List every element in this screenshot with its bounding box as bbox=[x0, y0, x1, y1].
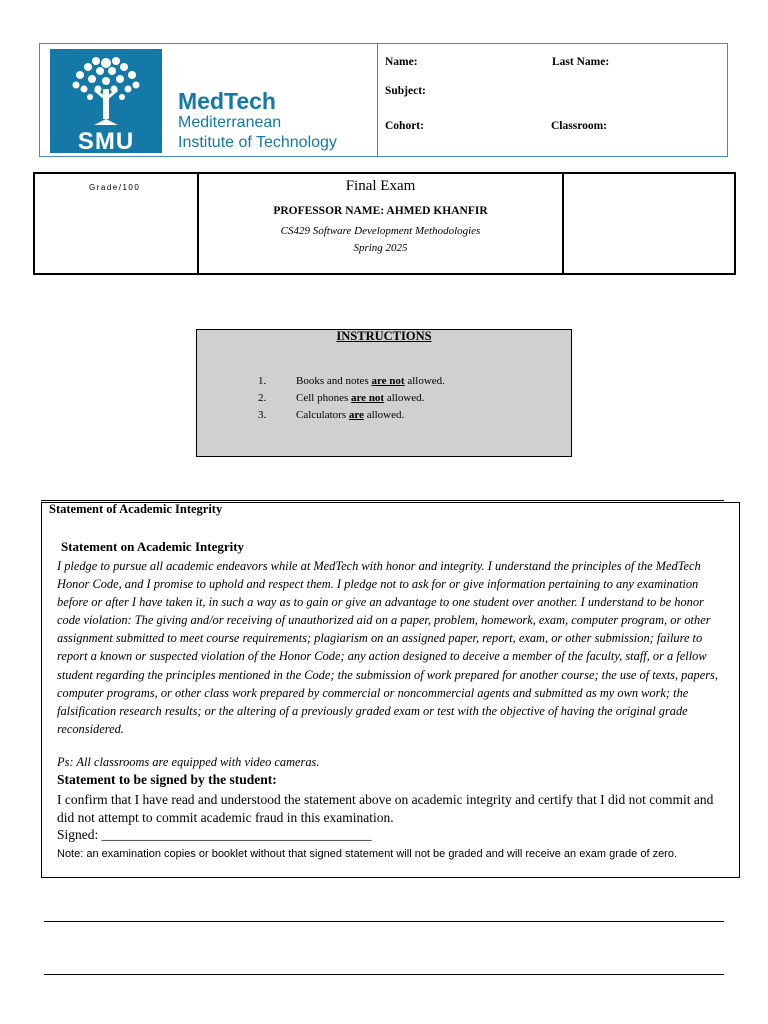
last-name-field-label: Last Name: bbox=[552, 56, 610, 68]
instruction-emphasis: are not bbox=[371, 375, 405, 387]
instruction-emphasis: are not bbox=[351, 392, 385, 404]
institution-subtitle-2: Institute of Technology bbox=[178, 134, 337, 151]
cohort-field-label: Cohort: bbox=[385, 120, 424, 132]
instruction-number: 1. bbox=[258, 375, 267, 387]
note-text: Note: an examination copies or booklet without that signed statement will not be graded and will receive an exam grade of zero. bbox=[57, 848, 678, 860]
integrity-body: I pledge to pursue all academic endeavors while at MedTech with honor and integrity. I understand the principles of the MedTech Honor Code, and I promise to uphold and respect them. I pledge not to ask for or give information pertaining to any examination before or after I have taken it, in such a way as to gain or give an advantage to one student over another. I understand to be honor code violation: The giving and/or receiving of unauthorized aid on a paper, problem, homework, exam, computer program, or other assignment submitted to meet course requirements; plagiarism on an assigned paper, report, exam, or other submission; failure to report a known or suspected violation of the Honor Code; any action designed to deceive a member of the faculty, staff, or a fellow student regarding the principles mentioned in the Code; the submission of work prepared for another course; the use of texts, papers, computer programs, or other class work prepared by commercial or noncommercial agents and submitted as my own work; the falsification research results; or the altering of a previously graded exam or test with the objective of having the original grade reconsidered. bbox=[57, 559, 718, 736]
course-name: CS429 Software Development Methodologies bbox=[280, 225, 481, 237]
classroom-field-label: Classroom: bbox=[551, 120, 608, 132]
integrity-section-title: Statement of Academic Integrity bbox=[49, 502, 223, 516]
instruction-text: allowed. bbox=[404, 375, 445, 387]
answer-line bbox=[44, 921, 724, 922]
header-divider bbox=[377, 43, 378, 157]
instruction-emphasis: are bbox=[348, 409, 364, 421]
table-divider bbox=[562, 172, 564, 275]
divider bbox=[41, 500, 724, 501]
subject-field-label: Subject: bbox=[385, 85, 426, 97]
instruction-number: 2. bbox=[258, 392, 267, 404]
sign-heading: Statement to be signed by the student: bbox=[57, 772, 277, 787]
instruction-text: Calculators bbox=[296, 409, 349, 421]
instruction-text: allowed. bbox=[363, 409, 405, 421]
integrity-heading: Statement on Academic Integrity bbox=[61, 539, 245, 554]
instruction-number: 3. bbox=[258, 409, 267, 421]
instruction-text: Books and notes bbox=[296, 375, 372, 387]
instruction-text: allowed. bbox=[384, 392, 425, 404]
instruction-text: Cell phones bbox=[296, 392, 351, 404]
confirmation-text: I confirm that I have read and understood the statement above on academic integrity and certify that I did not commit and did not attempt to commit academic fraud in this examination. bbox=[57, 792, 714, 825]
institution-name: MedTech bbox=[178, 88, 276, 114]
ps-note: Ps: All classrooms are equipped with video cameras. bbox=[57, 755, 320, 769]
instructions-title: INSTRUCTIONS bbox=[336, 329, 432, 343]
smu-logo-text: SMU bbox=[77, 128, 135, 155]
tree-icon bbox=[50, 49, 162, 129]
grade-label: Grade/100 bbox=[89, 183, 141, 192]
name-field-label: Name: bbox=[385, 56, 418, 68]
institution-subtitle-1: Mediterranean bbox=[178, 114, 282, 131]
answer-line bbox=[44, 974, 724, 975]
signature-line[interactable]: Signed: ________________________________________ bbox=[57, 827, 372, 842]
professor-name: PROFESSOR NAME: AHMED KHANFIR bbox=[273, 205, 488, 217]
exam-title: Final Exam bbox=[345, 178, 416, 194]
term: Spring 2025 bbox=[353, 242, 408, 254]
